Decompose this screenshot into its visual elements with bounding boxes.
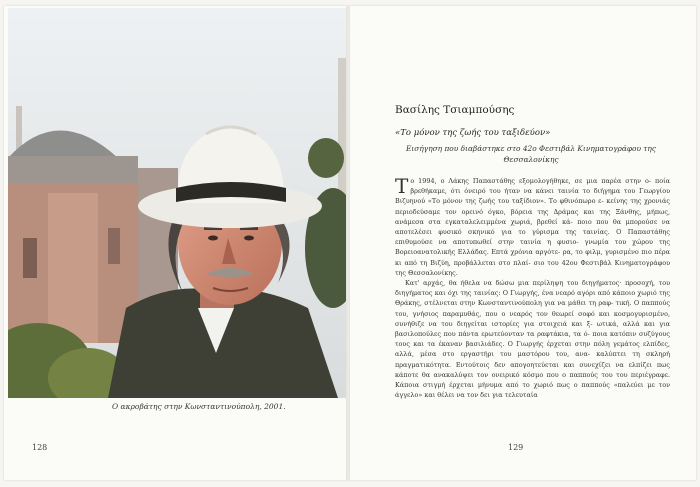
author-name: Βασίλης Τσιαμπούσης xyxy=(395,104,515,116)
paragraph-2: Κατ' αρχάς, θα ήθελα να δώσω μια περίληψη του διηγήματος· προσοχή, του διηγήματος και όχι της ταινίας: Ο Γιωργής, ένα νεαρό αγόρι από κάποιο χωριό της Θράκης, στέλνεται στην Κωνσταντινούπολη για να μάθει τη ραφ- τική. Ο παππούς του, γνήσιος παραμυθάς, που ο νεαρός τον θεωρεί σοφό και κοσμογυρισμένο, συνήθιζε να του διηγείται ιστορίες για στοιχειά και ξ- ωτικά, αλλά και για βασιλοπούλες που πάντα ερωτεύονταν τα ραφτάκια, τα ό- ποια κατόπιν συζύγους τους και τα έκαναν βασιλιάδες. Ο Γιωργής έρχεται στην πόλη γεμάτος ελπίδες, αλλά, μέσα στο εργαστήρι του μαστόρου του, ανα- καλύπτει τη σκληρή πραγματικότητα. Εντούτοις δεν απογοητεύεται και συνεχίζει να ελπίζει πως κάποτε θα ανακαλύψει τον ονειρικό κόσμο που ο παππούς του του περιέγραφε. Κάποια στιγμή έρχεται μήνυμα από το χωριό πως ο παππούς «παλεύει με τον άγγελο» και θέλει να τον δει για τελευταία xyxy=(395,279,670,400)
portrait-photo xyxy=(8,8,352,398)
essay-title: «Το μόνον της ζωής του ταξιδεύον» xyxy=(395,128,551,138)
page-number-right: 129 xyxy=(508,443,524,452)
drop-cap: Τ xyxy=(395,174,409,198)
right-page xyxy=(350,6,696,480)
photo-caption: Ο ακροβάτης στην Κωνσταντινούπολη, 2001. xyxy=(112,402,286,411)
paragraph-1 xyxy=(395,176,670,278)
essay-subtitle: Εισήγηση που διαβάστηκε στο 42ο Φεστιβάλ Κινηματογράφου της Θεσσαλονίκης xyxy=(406,144,656,164)
essay-body xyxy=(395,176,670,400)
page-number-left: 128 xyxy=(32,443,48,452)
photo-illustration xyxy=(8,8,352,398)
left-page xyxy=(4,6,350,480)
paragraph-1-text: ο 1994, ο Λάκης Παπαστάθης εξομολογήθηκε, σε μια παρέα στην ο- ποία βρεθήκαμε, ότι όνειρό του ήταν να κάνει ταινία το διήγημα του Γεωργίου Βιζυηνού «Το μόνον της ζωής του ταξίδιον». Το φθινόπωρο ε- κείνης της χρονιάς περιοδεύσαμε τον ορεινό όγκο, βόρεια της Δράμας και της Ξάνθης, μήπως, ανάμεσα στα εγκαταλελειμμένα χωριά, βρεθεί κά- ποιο που θα μπορούσε να αποτελέσει φυσικό σκηνικό για το γύρισμα της ταινίας. Ο Παπαστάθης επιθυμούσε να αποτυπωθεί στην ταινία η φυσιο- γνωμία του χώρου της Βορειοανατολικής Ελλάδας. Επτά χρόνια αργότε- ρα, το φιλμ, γυρισμένο πιο πέρα κι από τη Βιζύη, προβάλλεται στο πλαί- σιο του 42ου Φεστιβάλ Κινηματογράφου της Θεσσαλονίκης. xyxy=(395,177,670,277)
